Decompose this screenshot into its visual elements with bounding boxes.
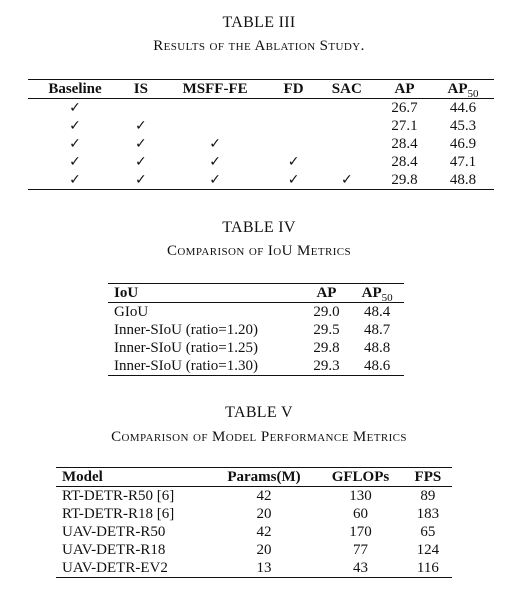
cell-is: ✓ <box>135 154 147 170</box>
header-ap: AP <box>316 285 337 301</box>
table-header-row <box>28 80 494 99</box>
ablation-table <box>28 79 494 190</box>
cell-fps: 116 <box>416 560 439 576</box>
cell-is: ✓ <box>135 118 147 134</box>
header-ap: AP <box>394 81 415 97</box>
header-baseline: Baseline <box>48 81 102 97</box>
table-row <box>28 153 494 171</box>
cell-sac <box>317 99 377 118</box>
table-row <box>28 99 494 118</box>
cell-ap: 29.5 <box>313 322 340 338</box>
cell-gflops: 43 <box>352 560 368 576</box>
table3-caption: Results of the Ablation Study. <box>153 38 365 54</box>
cell-sac <box>317 153 377 171</box>
cell-ap: 29.8 <box>391 172 418 188</box>
cell-fps: 89 <box>420 488 436 504</box>
cell-msff: ✓ <box>209 136 221 152</box>
header-iou: IoU <box>114 285 139 301</box>
cell-gflops: 60 <box>352 506 368 522</box>
header-msff-fe: MSFF-FE <box>182 81 248 97</box>
cell-fd <box>271 99 317 118</box>
cell-model: UAV-DETR-R50 <box>62 524 166 540</box>
table-row <box>56 559 452 578</box>
cell-msff <box>160 99 271 118</box>
cell-ap50: 48.8 <box>449 172 477 188</box>
table-row <box>56 487 452 506</box>
header-gflops: GFLOPs <box>331 469 390 485</box>
cell-ap: 29.3 <box>313 358 340 374</box>
table4-caption: Comparison of IoU Metrics <box>166 243 352 259</box>
header-model: Model <box>62 469 103 485</box>
cell-sac: ✓ <box>340 172 353 188</box>
cell-ap: 28.4 <box>391 154 418 170</box>
cell-params: 20 <box>256 506 272 522</box>
cell-ap50: 48.6 <box>364 358 391 374</box>
cell-fps: 124 <box>416 542 440 558</box>
header-ap50-main: AP <box>447 81 468 97</box>
cell-ap50: 47.1 <box>449 154 477 170</box>
table5-label: TABLE V <box>225 404 293 421</box>
cell-ap: 27.1 <box>391 118 418 134</box>
header-is: IS <box>133 81 148 97</box>
cell-gflops: 130 <box>349 488 372 504</box>
cell-fps: 65 <box>420 524 436 540</box>
header-ap50 <box>350 284 404 303</box>
cell-ap: 29.0 <box>313 304 340 320</box>
header-ap50-sub: 50 <box>467 88 479 100</box>
table-header-row <box>108 284 404 303</box>
cell-is: ✓ <box>135 172 147 188</box>
cell-gflops: 170 <box>349 524 372 540</box>
model-performance-table <box>56 467 452 578</box>
cell-ap: 28.4 <box>391 136 418 152</box>
cell-is <box>122 99 160 118</box>
cell-gflops: 77 <box>352 542 368 558</box>
cell-baseline: ✓ <box>69 154 81 170</box>
table4-label: TABLE IV <box>222 219 296 236</box>
cell-msff <box>160 117 271 135</box>
table-row <box>28 117 494 135</box>
cell-ap50: 48.8 <box>364 340 391 356</box>
cell-is: ✓ <box>135 136 147 152</box>
cell-baseline: ✓ <box>69 172 81 188</box>
cell-msff: ✓ <box>209 154 221 170</box>
table-row <box>28 135 494 153</box>
header-fd: FD <box>283 81 304 97</box>
cell-ap50: 45.3 <box>449 118 477 134</box>
cell-params: 42 <box>256 488 272 504</box>
cell-ap50: 48.7 <box>364 322 391 338</box>
cell-ap: 26.7 <box>391 100 418 116</box>
table-row <box>56 523 452 541</box>
header-ap50-sub: 50 <box>381 292 393 304</box>
table-row <box>108 357 404 376</box>
cell-params: 20 <box>256 542 272 558</box>
cell-ap50: 44.6 <box>449 100 477 116</box>
table5-caption: Comparison of Model Performance Metrics <box>111 429 407 445</box>
cell-ap50: 48.4 <box>364 304 391 320</box>
cell-iou: Inner-SIoU (ratio=1.30) <box>114 358 258 374</box>
cell-iou: GIoU <box>114 304 149 320</box>
cell-msff: ✓ <box>209 172 221 188</box>
table-row <box>28 171 494 190</box>
cell-baseline: ✓ <box>69 118 81 134</box>
cell-model: RT-DETR-R18 [6] <box>62 506 175 522</box>
table-row <box>108 339 404 357</box>
cell-params: 13 <box>256 560 272 576</box>
header-ap50 <box>432 80 494 99</box>
cell-fps: 183 <box>416 506 440 522</box>
cell-fd <box>271 117 317 135</box>
header-params: Params(M) <box>227 469 301 485</box>
table-row <box>56 541 452 559</box>
cell-sac <box>317 117 377 135</box>
cell-ap50: 46.9 <box>449 136 477 152</box>
header-ap50-main: AP <box>361 285 382 301</box>
header-fps: FPS <box>414 469 442 485</box>
iou-metrics-table <box>108 283 404 376</box>
table-row <box>108 303 404 322</box>
table-row <box>56 505 452 523</box>
cell-sac <box>317 135 377 153</box>
cell-fd <box>271 135 317 153</box>
cell-baseline: ✓ <box>69 136 81 152</box>
header-sac: SAC <box>331 81 362 97</box>
table-row <box>108 321 404 339</box>
cell-params: 42 <box>256 524 272 540</box>
table3-label: TABLE III <box>222 14 296 31</box>
cell-model: UAV-DETR-R18 <box>62 542 166 558</box>
cell-model: RT-DETR-R50 [6] <box>62 488 175 504</box>
cell-fd: ✓ <box>287 154 300 170</box>
cell-iou: Inner-SIoU (ratio=1.25) <box>114 340 258 356</box>
cell-ap: 29.8 <box>313 340 340 356</box>
cell-baseline: ✓ <box>69 100 81 116</box>
cell-model: UAV-DETR-EV2 <box>62 560 168 576</box>
cell-fd: ✓ <box>287 172 300 188</box>
cell-iou: Inner-SIoU (ratio=1.20) <box>114 322 258 338</box>
table-header-row <box>56 468 452 487</box>
